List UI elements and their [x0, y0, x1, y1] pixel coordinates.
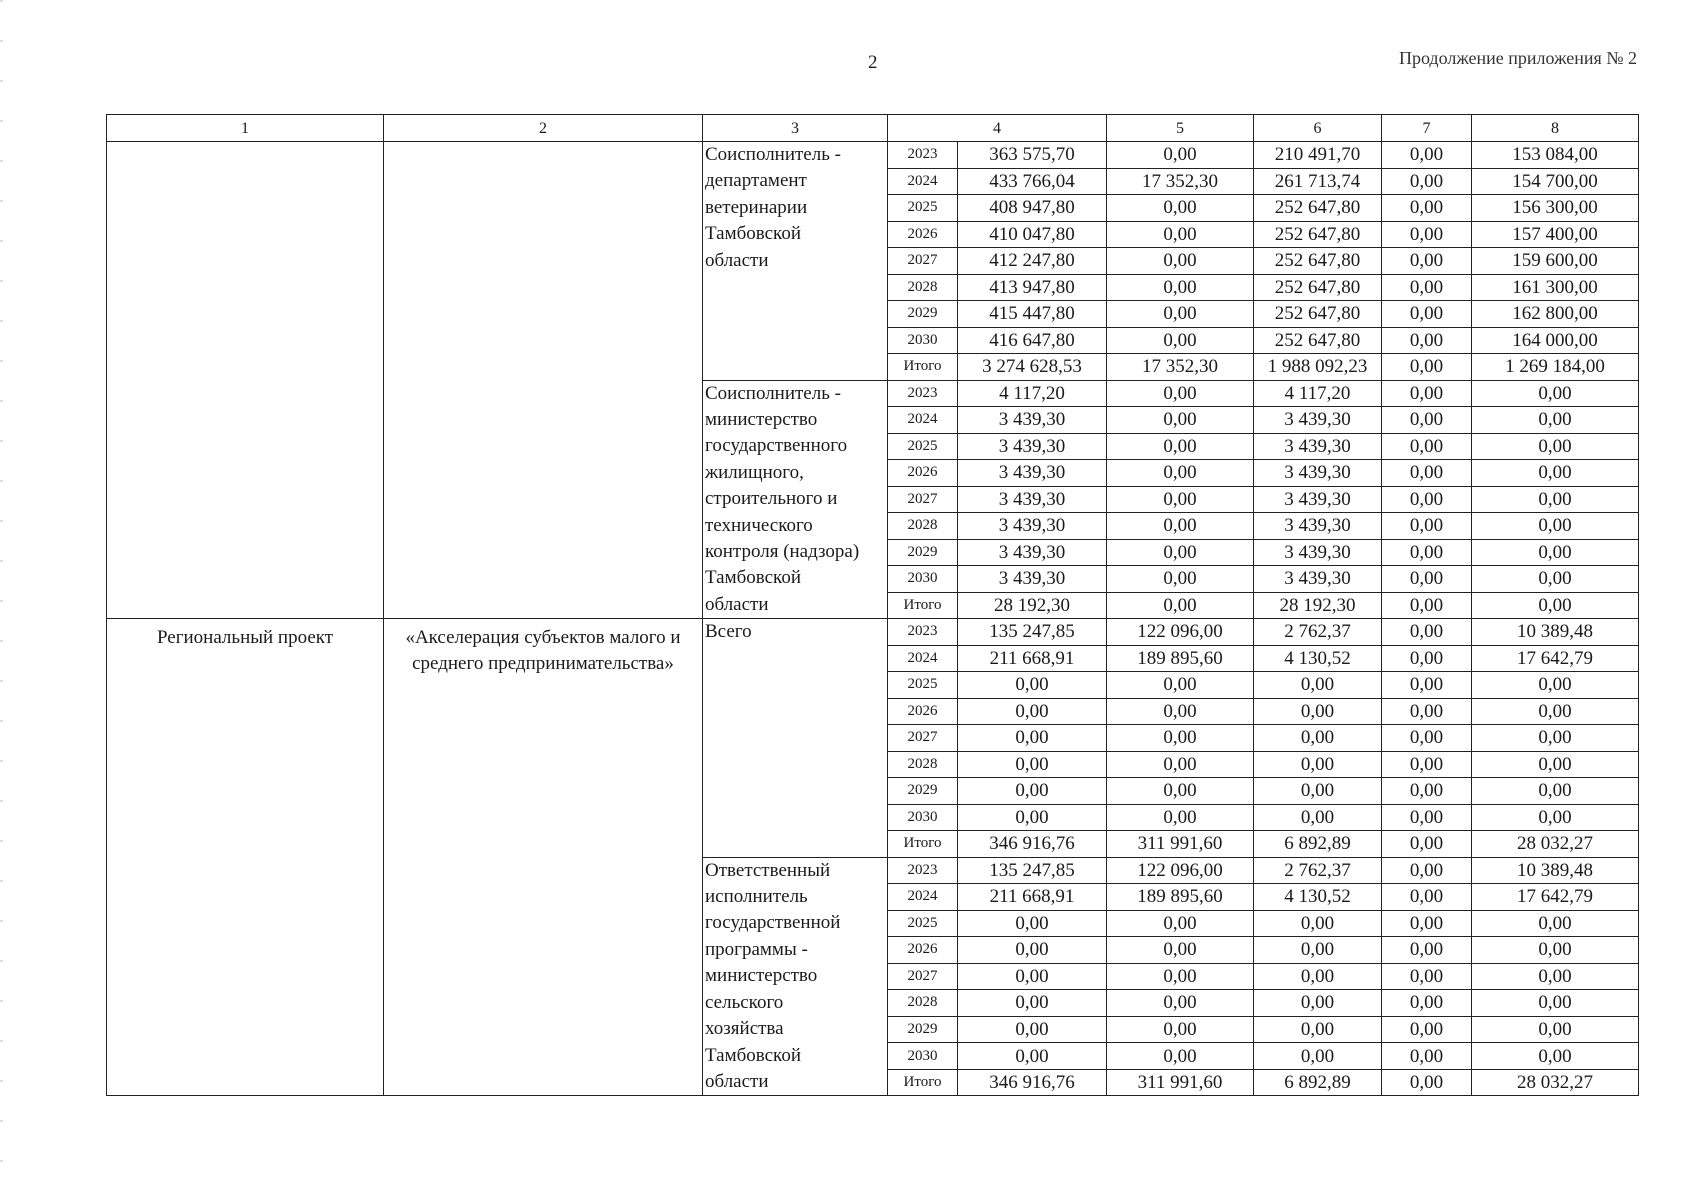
amount-cell: 4 117,20 [958, 380, 1107, 407]
executor-label-line: Тамбовской [705, 567, 801, 589]
amount-cell: 0,00 [1107, 698, 1254, 725]
year-cell: 2027 [888, 963, 958, 990]
amount-cell: 2 762,37 [1254, 619, 1382, 646]
amount-cell: 0,00 [1107, 221, 1254, 248]
amount-cell: 0,00 [1254, 725, 1382, 752]
amount-cell: 0,00 [958, 698, 1107, 725]
year-cell: 2027 [888, 248, 958, 275]
amount-cell: 252 647,80 [1254, 301, 1382, 328]
amount-cell: 410 047,80 [958, 221, 1107, 248]
executor-cell [703, 619, 888, 858]
amount-cell: 0,00 [1472, 1043, 1639, 1070]
amount-cell: 0,00 [958, 1016, 1107, 1043]
amount-cell: 0,00 [1382, 248, 1472, 275]
year-cell: 2029 [888, 778, 958, 805]
amount-cell: 3 439,30 [1254, 486, 1382, 513]
executor-label-line: государственной [705, 912, 841, 934]
column-header: 2 [384, 115, 703, 142]
amount-cell: 122 096,00 [1107, 857, 1254, 884]
amount-cell: 433 766,04 [958, 168, 1107, 195]
amount-cell: 0,00 [1107, 301, 1254, 328]
year-cell: 2024 [888, 884, 958, 911]
executor-label-line: области [705, 249, 769, 271]
amount-cell: 0,00 [1254, 672, 1382, 699]
amount-cell: 0,00 [1382, 857, 1472, 884]
amount-cell: 3 439,30 [958, 433, 1107, 460]
amount-cell: 0,00 [958, 963, 1107, 990]
amount-cell: 0,00 [1382, 619, 1472, 646]
amount-cell: 0,00 [1107, 937, 1254, 964]
amount-cell: 252 647,80 [1254, 221, 1382, 248]
year-cell: 2030 [888, 566, 958, 593]
amount-cell: 3 439,30 [1254, 566, 1382, 593]
executor-label-line: строительного и [705, 488, 838, 510]
year-cell: 2025 [888, 672, 958, 699]
amount-cell: 4 117,20 [1254, 380, 1382, 407]
amount-cell: 261 713,74 [1254, 168, 1382, 195]
amount-cell: 17 352,30 [1107, 354, 1254, 381]
amount-cell: 3 439,30 [1254, 407, 1382, 434]
year-cell: Итого [888, 354, 958, 381]
amount-cell: 0,00 [958, 990, 1107, 1017]
amount-cell: 0,00 [1107, 751, 1254, 778]
amount-cell: 0,00 [1107, 725, 1254, 752]
executor-label-line: сельского [705, 991, 784, 1013]
executor-label-line: исполнитель [705, 886, 808, 908]
amount-cell: 0,00 [1472, 513, 1639, 540]
amount-cell: 0,00 [958, 672, 1107, 699]
amount-cell: 0,00 [1382, 301, 1472, 328]
amount-cell: 416 647,80 [958, 327, 1107, 354]
amount-cell: 0,00 [1382, 380, 1472, 407]
executor-label-line: Тамбовской [705, 223, 801, 245]
amount-cell: 135 247,85 [958, 857, 1107, 884]
year-cell: Итого [888, 831, 958, 858]
year-cell: 2023 [888, 142, 958, 169]
column-header-row [107, 115, 1639, 142]
amount-cell: 252 647,80 [1254, 274, 1382, 301]
year-cell: 2023 [888, 619, 958, 646]
amount-cell: 408 947,80 [958, 195, 1107, 222]
amount-cell: 252 647,80 [1254, 248, 1382, 275]
amount-cell: 0,00 [1107, 380, 1254, 407]
scan-edge-marks [0, 0, 3, 1200]
project-name-cell: «Акселерация субъектов малого и среднего предпринимательства» [384, 619, 703, 1096]
amount-cell: 0,00 [1472, 672, 1639, 699]
year-cell: 2028 [888, 751, 958, 778]
amount-cell: 0,00 [1107, 486, 1254, 513]
amount-cell: 0,00 [1107, 460, 1254, 487]
amount-cell: 0,00 [1107, 990, 1254, 1017]
project-name-cell [384, 142, 703, 619]
executor-cell [703, 857, 888, 1096]
amount-cell: 0,00 [1472, 910, 1639, 937]
amount-cell: 1 269 184,00 [1472, 354, 1639, 381]
project-type-cell [107, 142, 384, 619]
executor-label-line: области [705, 593, 769, 615]
amount-cell: 412 247,80 [958, 248, 1107, 275]
amount-cell: 0,00 [1254, 804, 1382, 831]
executor-label-line: области [705, 1070, 769, 1092]
amount-cell: 0,00 [1382, 804, 1472, 831]
amount-cell: 0,00 [1382, 221, 1472, 248]
executor-label-line: государственного [705, 435, 848, 457]
amount-cell: 159 600,00 [1472, 248, 1639, 275]
amount-cell: 0,00 [1382, 990, 1472, 1017]
executor-label-line: министерство [705, 408, 818, 430]
year-cell: 2030 [888, 327, 958, 354]
amount-cell: 252 647,80 [1254, 195, 1382, 222]
amount-cell: 0,00 [1472, 725, 1639, 752]
amount-cell: 0,00 [1254, 1016, 1382, 1043]
amount-cell: 0,00 [1107, 804, 1254, 831]
amount-cell: 0,00 [1472, 592, 1639, 619]
executor-label-line: Тамбовской [705, 1044, 801, 1066]
column-header: 5 [1107, 115, 1254, 142]
amount-cell: 135 247,85 [958, 619, 1107, 646]
year-cell: 2025 [888, 433, 958, 460]
year-cell: 2026 [888, 698, 958, 725]
column-header: 1 [107, 115, 384, 142]
year-cell: 2028 [888, 513, 958, 540]
amount-cell: 164 000,00 [1472, 327, 1639, 354]
amount-cell: 162 800,00 [1472, 301, 1639, 328]
executor-label-line: ветеринарии [705, 196, 808, 218]
amount-cell: 6 892,89 [1254, 831, 1382, 858]
amount-cell: 157 400,00 [1472, 221, 1639, 248]
year-cell: 2025 [888, 195, 958, 222]
amount-cell: 0,00 [1107, 433, 1254, 460]
amount-cell: 0,00 [1382, 1016, 1472, 1043]
amount-cell: 3 439,30 [1254, 433, 1382, 460]
executor-cell [703, 142, 888, 381]
amount-cell: 0,00 [1382, 778, 1472, 805]
amount-cell: 3 274 628,53 [958, 354, 1107, 381]
amount-cell: 0,00 [1107, 778, 1254, 805]
amount-cell: 0,00 [1382, 910, 1472, 937]
amount-cell: 0,00 [1472, 804, 1639, 831]
amount-cell: 252 647,80 [1254, 327, 1382, 354]
amount-cell: 0,00 [1382, 725, 1472, 752]
amount-cell: 0,00 [1107, 1043, 1254, 1070]
column-header: 6 [1254, 115, 1382, 142]
year-cell: 2024 [888, 168, 958, 195]
executor-label-line: департамент [705, 170, 807, 192]
amount-cell: 0,00 [1382, 1069, 1472, 1096]
amount-cell: 210 491,70 [1254, 142, 1382, 169]
amount-cell: 0,00 [1254, 910, 1382, 937]
amount-cell: 0,00 [1472, 433, 1639, 460]
amount-cell: 0,00 [1107, 513, 1254, 540]
amount-cell: 0,00 [1472, 963, 1639, 990]
amount-cell: 211 668,91 [958, 884, 1107, 911]
amount-cell: 3 439,30 [958, 460, 1107, 487]
amount-cell: 0,00 [1382, 1043, 1472, 1070]
year-cell: 2026 [888, 937, 958, 964]
amount-cell: 346 916,76 [958, 1069, 1107, 1096]
amount-cell: 0,00 [1382, 195, 1472, 222]
table-row [107, 619, 1639, 646]
year-cell: 2028 [888, 990, 958, 1017]
amount-cell: 0,00 [1382, 433, 1472, 460]
amount-cell: 0,00 [1254, 778, 1382, 805]
amount-cell: 0,00 [958, 751, 1107, 778]
amount-cell: 156 300,00 [1472, 195, 1639, 222]
year-cell: 2026 [888, 221, 958, 248]
amount-cell: 0,00 [1382, 645, 1472, 672]
amount-cell: 0,00 [1107, 539, 1254, 566]
column-header: 8 [1472, 115, 1639, 142]
amount-cell: 0,00 [1254, 990, 1382, 1017]
year-cell: 2026 [888, 460, 958, 487]
amount-cell: 0,00 [1472, 380, 1639, 407]
executor-label-line: программы - [705, 938, 808, 960]
amount-cell: 0,00 [1107, 274, 1254, 301]
amount-cell: 0,00 [1382, 698, 1472, 725]
amount-cell: 0,00 [1382, 354, 1472, 381]
amount-cell: 4 130,52 [1254, 884, 1382, 911]
year-cell: 2029 [888, 1016, 958, 1043]
amount-cell: 0,00 [1382, 407, 1472, 434]
amount-cell: 0,00 [1382, 751, 1472, 778]
amount-cell: 0,00 [1382, 937, 1472, 964]
executor-label-line: Ответственный [705, 859, 831, 881]
amount-cell: 0,00 [1472, 486, 1639, 513]
amount-cell: 2 762,37 [1254, 857, 1382, 884]
amount-cell: 0,00 [1382, 168, 1472, 195]
amount-cell: 6 892,89 [1254, 1069, 1382, 1096]
amount-cell: 0,00 [1107, 672, 1254, 699]
year-cell: 2028 [888, 274, 958, 301]
amount-cell: 0,00 [1472, 937, 1639, 964]
amount-cell: 415 447,80 [958, 301, 1107, 328]
amount-cell: 0,00 [1107, 592, 1254, 619]
column-header: 4 [888, 115, 1107, 142]
column-header: 7 [1382, 115, 1472, 142]
amount-cell: 0,00 [1107, 1016, 1254, 1043]
executor-label-line: Соисполнитель - [705, 144, 841, 165]
page-number: 2 [868, 52, 878, 73]
amount-cell: 3 439,30 [1254, 513, 1382, 540]
amount-cell: 3 439,30 [958, 407, 1107, 434]
amount-cell: 0,00 [1472, 698, 1639, 725]
amount-cell: 0,00 [1382, 831, 1472, 858]
appendix-continuation-note: Продолжение приложения № 2 [1398, 48, 1637, 68]
amount-cell: 189 895,60 [1107, 645, 1254, 672]
amount-cell: 0,00 [1107, 566, 1254, 593]
column-header: 3 [703, 115, 888, 142]
amount-cell: 0,00 [1472, 778, 1639, 805]
amount-cell: 0,00 [1382, 539, 1472, 566]
amount-cell: 346 916,76 [958, 831, 1107, 858]
amount-cell: 0,00 [1382, 513, 1472, 540]
amount-cell: 3 439,30 [958, 513, 1107, 540]
amount-cell: 0,00 [1382, 460, 1472, 487]
year-cell: 2029 [888, 539, 958, 566]
amount-cell: 0,00 [1107, 407, 1254, 434]
amount-cell: 3 439,30 [1254, 539, 1382, 566]
amount-cell: 0,00 [1382, 963, 1472, 990]
amount-cell: 0,00 [958, 778, 1107, 805]
amount-cell: 3 439,30 [958, 539, 1107, 566]
executor-label-line: министерство [705, 965, 818, 987]
amount-cell: 28 192,30 [958, 592, 1107, 619]
amount-cell: 0,00 [1382, 566, 1472, 593]
amount-cell: 28 032,27 [1472, 831, 1639, 858]
amount-cell: 0,00 [1382, 274, 1472, 301]
amount-cell: 1 988 092,23 [1254, 354, 1382, 381]
amount-cell: 311 991,60 [1107, 831, 1254, 858]
year-cell: 2024 [888, 407, 958, 434]
table-row [107, 142, 1639, 169]
amount-cell: 0,00 [1254, 963, 1382, 990]
amount-cell: 0,00 [1382, 142, 1472, 169]
amount-cell: 4 130,52 [1254, 645, 1382, 672]
executor-cell [703, 380, 888, 619]
year-cell: 2023 [888, 857, 958, 884]
amount-cell: 154 700,00 [1472, 168, 1639, 195]
amount-cell: 0,00 [958, 937, 1107, 964]
amount-cell: 0,00 [1472, 751, 1639, 778]
executor-label-line: жилищного, [705, 461, 804, 483]
amount-cell: 0,00 [1382, 327, 1472, 354]
amount-cell: 0,00 [958, 1043, 1107, 1070]
year-cell: Итого [888, 592, 958, 619]
amount-cell: 0,00 [1107, 195, 1254, 222]
amount-cell: 0,00 [1107, 248, 1254, 275]
amount-cell: 0,00 [1472, 990, 1639, 1017]
amount-cell: 0,00 [958, 910, 1107, 937]
amount-cell: 0,00 [1472, 460, 1639, 487]
year-cell: 2027 [888, 725, 958, 752]
budget-table [106, 114, 1639, 1096]
amount-cell: 0,00 [1472, 566, 1639, 593]
amount-cell: 0,00 [1382, 592, 1472, 619]
executor-label-line: хозяйства [705, 1018, 784, 1040]
amount-cell: 311 991,60 [1107, 1069, 1254, 1096]
amount-cell: 0,00 [958, 725, 1107, 752]
table-body [107, 115, 1639, 1096]
executor-label-line: контроля (надзора) [705, 540, 860, 562]
year-cell: 2030 [888, 804, 958, 831]
amount-cell: 17 642,79 [1472, 645, 1639, 672]
amount-cell: 363 575,70 [958, 142, 1107, 169]
amount-cell: 10 389,48 [1472, 857, 1639, 884]
amount-cell: 17 642,79 [1472, 884, 1639, 911]
amount-cell: 3 439,30 [958, 486, 1107, 513]
amount-cell: 0,00 [1472, 1016, 1639, 1043]
year-cell: 2023 [888, 380, 958, 407]
amount-cell: 0,00 [1254, 751, 1382, 778]
amount-cell: 153 084,00 [1472, 142, 1639, 169]
amount-cell: 0,00 [1107, 963, 1254, 990]
amount-cell: 28 192,30 [1254, 592, 1382, 619]
amount-cell: 0,00 [1382, 486, 1472, 513]
executor-label-line: Соисполнитель - [705, 382, 841, 404]
amount-cell: 28 032,27 [1472, 1069, 1639, 1096]
year-cell: 2030 [888, 1043, 958, 1070]
amount-cell: 161 300,00 [1472, 274, 1639, 301]
amount-cell: 413 947,80 [958, 274, 1107, 301]
amount-cell: 189 895,60 [1107, 884, 1254, 911]
amount-cell: 0,00 [1472, 407, 1639, 434]
year-cell: 2027 [888, 486, 958, 513]
amount-cell: 0,00 [1254, 1043, 1382, 1070]
amount-cell: 0,00 [1107, 327, 1254, 354]
project-type-cell: Региональный проект [107, 619, 384, 1096]
amount-cell: 3 439,30 [958, 566, 1107, 593]
amount-cell: 122 096,00 [1107, 619, 1254, 646]
amount-cell: 10 389,48 [1472, 619, 1639, 646]
executor-label-line: технического [705, 514, 813, 536]
year-cell: 2025 [888, 910, 958, 937]
amount-cell: 0,00 [1254, 937, 1382, 964]
amount-cell: 0,00 [1382, 672, 1472, 699]
amount-cell: 0,00 [1382, 884, 1472, 911]
amount-cell: 0,00 [1254, 698, 1382, 725]
year-cell: 2029 [888, 301, 958, 328]
amount-cell: 3 439,30 [1254, 460, 1382, 487]
amount-cell: 0,00 [1107, 142, 1254, 169]
amount-cell: 0,00 [1472, 539, 1639, 566]
executor-label-line: Всего [705, 621, 752, 643]
amount-cell: 0,00 [1107, 910, 1254, 937]
amount-cell: 0,00 [958, 804, 1107, 831]
amount-cell: 17 352,30 [1107, 168, 1254, 195]
year-cell: 2024 [888, 645, 958, 672]
amount-cell: 211 668,91 [958, 645, 1107, 672]
year-cell: Итого [888, 1069, 958, 1096]
